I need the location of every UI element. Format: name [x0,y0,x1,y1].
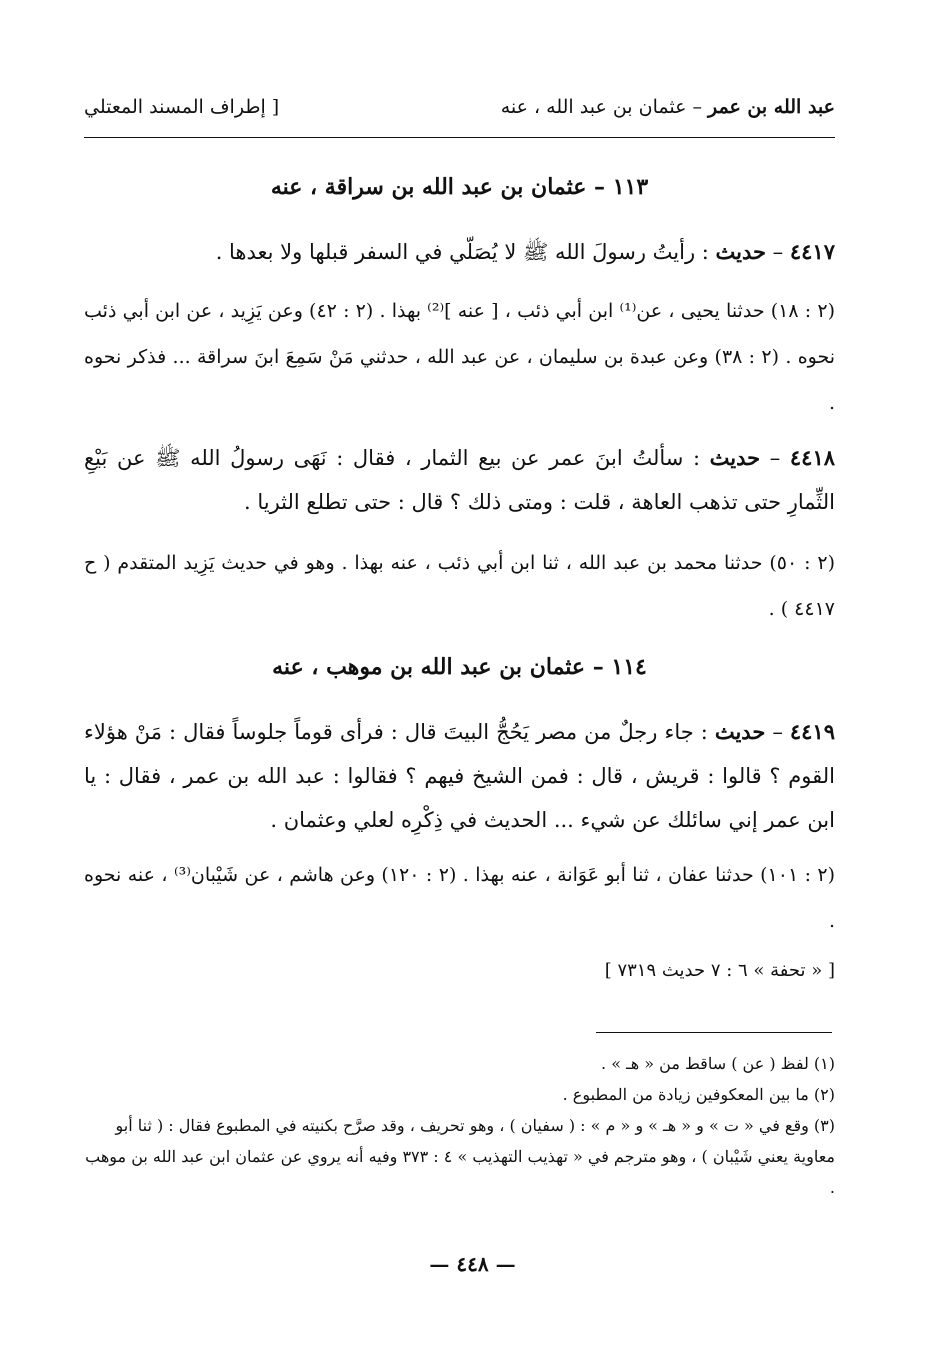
footnote-3 [84,1110,835,1203]
section-title-114: ١١٤ – عثمان بن عبد الله بن موهب ، عنه [272,654,647,680]
hadith-4418-source: (٢ : ٥٠) حدثنا محمد بن عبد الله ، ثنا ابن أبي ذئب ، عنه بهذا . وهو في حديث يَزِيد المتقدم ( ح ٤٤١٧ ) . [84,552,835,620]
footnote-1 [84,1048,835,1079]
hadith-keyword: حديث [715,239,766,264]
running-header [84,96,835,128]
footnote-label: (١) [813,1054,835,1073]
hadith-keyword: حديث [709,445,761,470]
header-chapter [501,96,835,118]
footnotes [84,1048,835,1203]
footnote-text: ما بين المعكوفين زيادة من المطبوع . [562,1085,809,1104]
header-chapter-rest: – عثمان بن عبد الله ، عنه [500,96,708,118]
hadith-4419-source: (٢ : ١٠١) حدثنا عفان ، ثنا أبو عَوَانة ، عنه بهذا . (٢ : ١٢٠) وعن هاشم ، عن شَيْبان⁽³⁾ ، عنه نحوه . [84,864,836,932]
dash-separator: – [760,446,781,470]
footnote-2 [84,1079,835,1110]
hadith-keyword: حديث [714,719,766,744]
hadith-4419 [84,710,835,842]
dash-separator: – [766,240,784,264]
footnote-label: (٢) [813,1085,835,1104]
dash-separator: – [765,720,783,744]
page-number: — ٤٤٨ — [429,1252,516,1276]
hadith-4417 [84,230,835,274]
footnote-divider [596,1032,832,1033]
header-book-title: [ إطراف المسند المعتلي [84,96,280,118]
hadith-4418 [84,436,835,524]
footnote-label: (٣) [813,1116,835,1135]
tuhfa-reference: [ « تحفة » ٦ : ٧ حديث ٧٣١٩ ] [604,960,835,981]
hadith-number: ٤٤١٧ [789,239,835,264]
hadith-number: ٤٤١٩ [789,719,835,744]
section-title-113: ١١٣ – عثمان بن عبد الله بن سراقة ، عنه [270,174,649,200]
hadith-4417-source: (٢ : ١٨) حدثنا يحيى ، عن⁽¹⁾ ابن أبي ذئب ، [ عنه ]⁽²⁾ بهذا . (٢ : ٤٢) وعن يَزِيد ، عن ابن أبي ذئب نحوه . (٢ : ٣٨) وعن عبدة بن سليمان ، عن عبد الله ، حدثني مَنْ سَمِعَ ابنَ سراقة ... فذكر نحوه . [84,300,836,414]
hadith-text: : جاء رجلٌ من مصر يَحُجُّ البيتَ قال : فرأى قوماً جلوساً فقال : مَنْ هؤلاء القوم ؟ قالوا : قريش ، قال : فمن الشيخ فيهم ؟ فقالوا : عبد الله بن عمر ، فقال : يا ابن عمر إني سائلك عن شيء ... الحديث في ذِكْرِه لعلي وعثمان . [84,720,835,832]
hadith-text: : رأيتُ رسولَ الله ﷺ لا يُصَلّي في السفر قبلها ولا بعدها . [215,240,716,264]
hadith-text: : سألتُ ابنَ عمر عن بيع الثمار ، فقال : نَهَى رسولُ الله ﷺ عن بَيْعِ الثِّمارِ حتى تذهب العاهة ، قلت : ومتى ذلك ؟ قال : حتى تطلع الثريا . [84,446,835,514]
hadith-number: ٤٤١٨ [789,445,836,470]
header-chapter-bold: عبد الله بن عمر [708,96,835,118]
header-divider [84,137,835,138]
footnote-text: وقع في « ت » و « هـ » و « م » : ( سفيان ) ، وهو تحريف ، وقد صرَّح بكنيته في المطبوع فقال : ( ثنا أبو معاوية يعني شَيْبان ) ، وهو مترجم في « تهذيب التهذيب » ٤ : ٣٧٣ وفيه أنه يروي عن عثمان ابن عبد الله بن موهب . [85,1116,835,1197]
footnote-text: لفظ ( عن ) ساقط من « هـ » . [601,1054,809,1073]
